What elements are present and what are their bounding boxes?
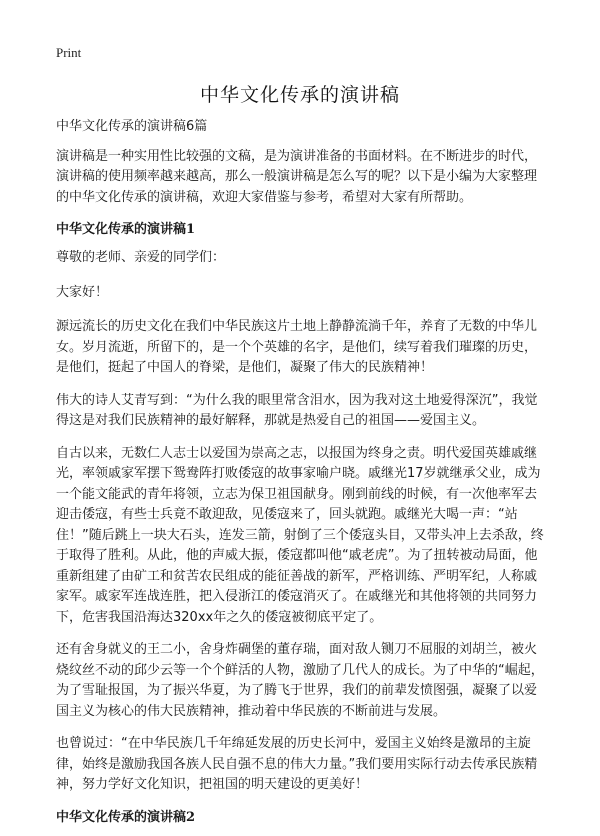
body-paragraph: 伟大的诗人艾青写到：“为什么我的眼里常含泪水，因为我对这土地爱得深沉”，我觉得这是对我们民族精神的最好解释，那就是热爱自己的祖国——爱国主义。 (56, 392, 538, 428)
intro-paragraph: 演讲稿是一种实用性比较强的文稿，是为演讲准备的书面材料。在不断进步的时代，演讲稿的使用频率越来越高，那么一般演讲稿是怎么写的呢？以下是小编为大家整理的中华文化传承的演讲稿，欢迎大家借鉴与参考，希望对大家有所帮助。 (56, 148, 538, 205)
page-title: 中华文化传承的演讲稿 (199, 84, 400, 106)
greeting: 大家好！ (56, 284, 109, 300)
body-paragraph: 源远流长的历史文化在我们中华民族这片土地上静静流淌千年，养育了无数的中华儿女。岁月流逝，所留下的，是一个个英雄的名字，是他们，续写着我们璀璨的历史，是他们，挺起了中国人的脊梁，是他们，凝聚了伟大的民族精神！ (56, 319, 538, 375)
section-heading: 中华文化传承的演讲稿1 (56, 222, 196, 237)
body-paragraph: 还有舍身就义的王二小，舍身炸碉堡的董存瑞，面对敌人铡刀不屈服的刘胡兰，被火烧纹丝不动的邱少云等一个个鲜活的人物，激励了几代人的成长。为了中华的“崛起，为了雪耻报国，为了振兴华夏，为了腾飞于世界，我们的前辈发愤图强，凝聚了以爱国主义为核心的伟大民族精神，推动着中华民族的不断前进与发展。 (56, 642, 544, 719)
body-paragraph: 也曾说过：“在中华民族几千年绵延发展的历史长河中，爱国主义始终是激昂的主旋律，始终是激励我国各族人民自强不息的伟大力量。”我们要用实际行动去传承民族精神，努力学好文化知识，把祖国的明天建设的更美好！ (56, 736, 538, 792)
document-body (56, 117, 548, 836)
print-link[interactable]: Print (56, 45, 82, 60)
section-heading: 中华文化传承的演讲稿2 (56, 809, 196, 825)
salutation: 尊敬的老师、亲爱的同学们： (56, 250, 226, 265)
body-paragraph: 自古以来，无数仁人志士以爱国为崇高之志，以报国为终身之责。明代爱国英雄戚继光，率领戚家军摆下鸳鸯阵打败倭寇的故事家喻户晓。戚继光17岁就继承父业，成为一个能文能武的青年将领，立志为保卫祖国献身。刚到前线的时候，有一次他率军去迎击倭寇，有些士兵竟不敢迎敌，见倭寇来了，回头就跑。戚继光大喝一声：“站住！”随后跳上一块大石头，连发三箭，射倒了三个倭寇头目，又带头冲上去杀敌，终于取得了胜利。从此，他的声威大振，倭寇都叫他“戚老虎”。为了扭转被动局面，他重新组建了由矿工和贫苦农民组成的能征善战的新军，严格训练、严明军纪，人称戚家军。戚家军连战连胜，把入侵浙江的倭寇消灭了。在戚继光和其他将领的共同努力下，危害我国沿海达320xx年之久的倭寇被彻底平定了。 (56, 445, 544, 625)
document-subtitle: 中华文化传承的演讲稿6篇 (56, 119, 208, 134)
